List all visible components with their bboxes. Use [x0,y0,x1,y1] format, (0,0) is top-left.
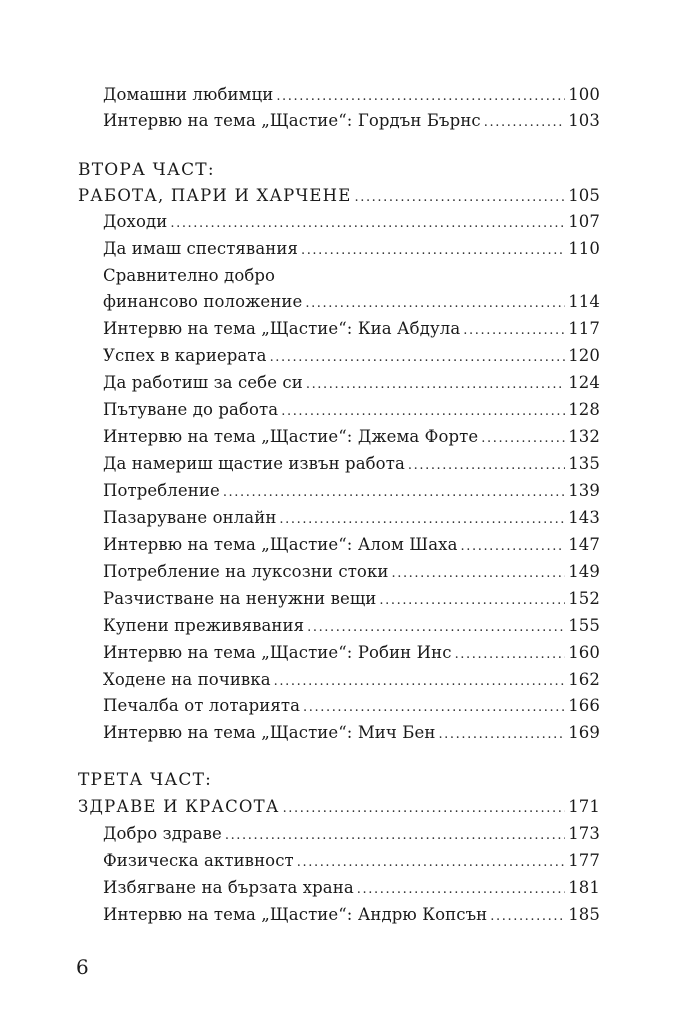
dot-leader [490,905,565,929]
toc-entry-page: 135 [568,454,600,473]
toc-entry-title: Интервю на тема „Щастие“: Робин Инс [103,643,452,662]
dot-leader [379,589,565,613]
toc-entry-page: 173 [568,824,600,843]
dot-leader [274,670,566,694]
toc-entry-page: 110 [568,239,600,258]
toc-entry-line1 [103,264,600,288]
toc-entry-title: Ходене на почивка [103,670,271,689]
toc-entry [103,668,600,692]
dot-leader [281,400,565,424]
dot-leader [225,824,565,848]
dot-leader [170,212,565,236]
dot-leader [301,239,565,263]
toc-entry-page: 149 [568,562,600,581]
toc-entry-title: Избягване на бързата храна [103,878,354,897]
dot-leader [481,427,565,451]
toc-entry-page: 166 [568,696,600,715]
toc-entry [103,533,600,557]
toc-entry [103,317,600,341]
toc-entry-title: Домашни любимци [103,85,274,104]
toc-entry [103,506,600,530]
toc-entry-page: 162 [568,670,600,689]
toc-entry-page: 143 [568,508,600,527]
page-number: 6 [76,955,89,979]
toc-entry-title: Успех в кариерата [103,346,267,365]
toc-entry [103,822,600,846]
toc-entry [103,237,600,261]
toc-entry-page: 114 [568,292,600,311]
toc-entry-title: Пътуване до работа [103,400,279,419]
toc-entry [103,560,600,584]
toc-entry-title: Интервю на тема „Щастие“: Андрю Копсън [103,905,488,924]
part-title-entry [78,184,600,208]
toc-entry-title: Интервю на тема „Щастие“: Алом Шаха [103,535,458,554]
toc-entry [103,587,600,611]
toc-entry-page: 117 [568,319,600,338]
dot-leader [357,878,565,902]
toc-entry-page: 139 [568,481,600,500]
toc-entry-page: 124 [568,373,600,392]
part-title: ЗДРАВЕ И КРАСОТА [78,797,280,816]
toc-entry-title-line2: финансово положение [103,292,303,311]
toc-entry-title: Да имаш спестявания [103,239,298,258]
toc-entry-page: 105 [568,186,600,205]
toc-entry-page: 185 [568,905,600,924]
dot-leader [484,111,565,135]
toc-entry-title: Купени преживявания [103,616,305,635]
toc-entry-page: 107 [568,212,600,231]
dot-leader [283,797,566,821]
toc-entry-page: 181 [568,878,600,897]
toc-entry [103,694,600,718]
dot-leader [297,851,565,875]
toc-entry-title: Разчистване на ненужни вещи [103,589,377,608]
toc-entry-title: Физическа активност [103,851,294,870]
toc-entry-title: Интервю на тема „Щастие“: Джема Форте [103,427,479,446]
toc-entry [103,479,600,503]
toc-entry [103,614,600,638]
dot-leader [438,723,565,747]
toc-entry-title: Потребление [103,481,220,500]
toc-entry [103,903,600,927]
toc-entry-title: Пазаруване онлайн [103,508,277,527]
toc-entry-title: Да намериш щастие извън работа [103,454,405,473]
toc-entry [103,876,600,900]
toc-entry-page: 171 [568,797,600,816]
toc-entry-page: 169 [568,723,600,742]
toc-entry [103,641,600,665]
part-heading: ВТОРА ЧАСТ: [78,160,215,180]
toc-entry-title: Доходи [103,212,168,231]
toc-entry [103,452,600,476]
toc-entry [103,721,600,745]
toc-entry-page: 100 [568,85,600,104]
dot-leader [408,454,565,478]
toc-entry-title: Потребление на луксозни стоки [103,562,389,581]
toc-entry-page: 132 [568,427,600,446]
part-title-entry [78,795,600,819]
toc-entry [103,290,600,314]
toc-entry-title: Интервю на тема „Щастие“: Мич Бен [103,723,436,742]
toc-entry-page: 152 [568,589,600,608]
toc-entry [103,210,600,234]
dot-leader [307,616,565,640]
toc-entry [103,109,600,133]
toc-entry-title: Интервю на тема „Щастие“: Киа Абдула [103,319,461,338]
dot-leader [306,373,565,397]
toc-entry-page: 160 [568,643,600,662]
dot-leader [463,319,565,343]
toc-entry [103,371,600,395]
toc-entry-page: 155 [568,616,600,635]
toc-entry-page: 120 [568,346,600,365]
dot-leader [276,85,565,109]
toc-entry-title: Сравнително добро [103,266,276,285]
dot-leader [270,346,566,370]
dot-leader [461,535,566,559]
dot-leader [303,696,565,720]
toc-entry [103,849,600,873]
toc-entry-page: 177 [568,851,600,870]
toc-entry-title: Интервю на тема „Щастие“: Гордън Бърнс [103,111,481,130]
part-heading: ТРЕТА ЧАСТ: [78,770,213,790]
toc-entry-page: 103 [568,111,600,130]
toc-entry-page: 128 [568,400,600,419]
toc-entry [103,83,600,107]
dot-leader [223,481,565,505]
toc-entry-title: Добро здраве [103,824,222,843]
dot-leader [279,508,565,532]
dot-leader [305,292,565,316]
toc-entry-title: Печалба от лотарията [103,696,301,715]
part-title: РАБОТА, ПАРИ И ХАРЧЕНЕ [78,186,352,205]
toc-entry-title: Да работиш за себе си [103,373,303,392]
toc-entry-page: 147 [568,535,600,554]
dot-leader [455,643,566,667]
toc-entry [103,425,600,449]
dot-leader [391,562,565,586]
dot-leader [354,186,565,210]
toc-entry [103,398,600,422]
toc-entry [103,344,600,368]
